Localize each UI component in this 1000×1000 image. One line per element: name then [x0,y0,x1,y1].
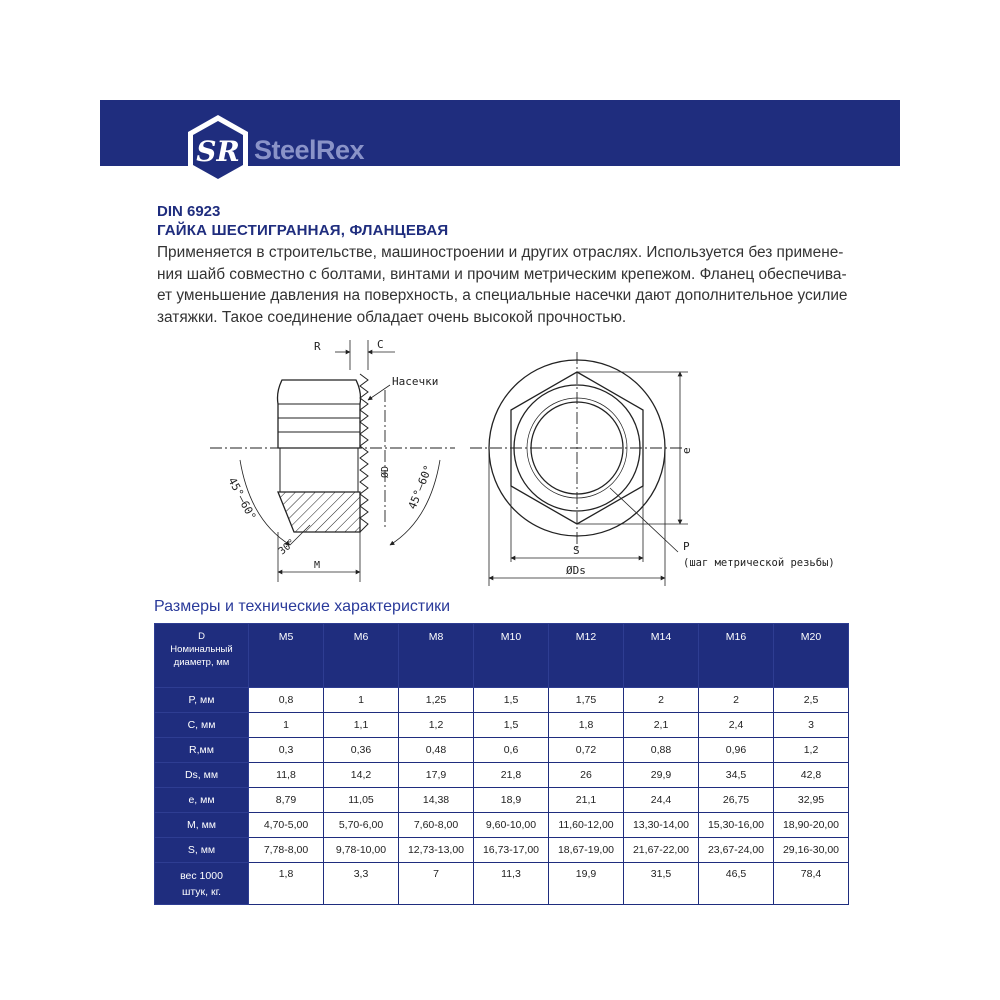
table-cell: 0,8 [249,688,324,713]
label-m: M [314,560,321,571]
size-header: M20 [774,624,849,688]
size-header: M10 [474,624,549,688]
table-row [155,813,849,838]
table-row [155,713,849,738]
table-row [155,738,849,763]
table-cell: 7,60-8,00 [399,813,474,838]
table-cell: 14,2 [324,763,399,788]
table-cell: 9,60-10,00 [474,813,549,838]
table-cell: 0,6 [474,738,549,763]
table-cell: 2 [624,688,699,713]
table-cell: 1,1 [324,713,399,738]
table-cell: 26,75 [699,788,774,813]
row-label: C, мм [155,713,249,738]
table-cell: 0,88 [624,738,699,763]
title-block [157,202,857,328]
label-e: e [680,447,693,454]
table-cell: 32,95 [774,788,849,813]
label-angle-right: 45°–60° [405,463,436,512]
table-cell: 7 [399,863,474,905]
table-body [155,688,849,905]
product-description [157,242,857,328]
description-line: Применяется в строительстве, машиностроении и других отраслях. Используется без примене- [157,244,844,261]
table-cell: 29,16-30,00 [774,838,849,863]
size-header: M12 [549,624,624,688]
table-cell: 1 [249,713,324,738]
table-cell: 0,72 [549,738,624,763]
corner-line: диаметр, мм [173,657,230,668]
description-line: затяжки. Такое соединение обладает очень высокой прочностью. [157,308,627,326]
label-p-note: (шаг метрической резьбы) [683,557,835,569]
row-label: S, мм [155,838,249,863]
table-row [155,838,849,863]
row-label: M, мм [155,813,249,838]
table-cell: 11,60-12,00 [549,813,624,838]
label-ds: ØDs [566,564,586,577]
description-line: ния шайб совместно с болтами, винтами и прочим метрическим крепежом. Фланец обеспечива- [157,265,847,283]
table-cell: 1,2 [399,713,474,738]
table-cell: 1,75 [549,688,624,713]
table-cell: 1,2 [774,738,849,763]
table-cell: 11,05 [324,788,399,813]
table-cell: 13,30-14,00 [624,813,699,838]
row-label: Ds, мм [155,763,249,788]
table-cell: 1,5 [474,688,549,713]
label-angle-left: 45°–60° [225,475,259,523]
brand-logo [186,115,486,187]
row-label-line: штук, кг. [181,885,222,898]
size-header: M5 [249,624,324,688]
label-30: 30° [276,537,298,558]
table-cell: 18,9 [474,788,549,813]
corner-line: D [198,631,205,642]
dimensions-table [154,623,849,905]
table-cell: 2,5 [774,688,849,713]
hex-body [278,380,361,448]
table-cell: 0,96 [699,738,774,763]
description-line: ет уменьшение давления на поверхность, а специальные насечки дают дополнительное усилие [157,287,848,304]
size-header: M14 [624,624,699,688]
table-cell: 1,5 [474,713,549,738]
table-row [155,788,849,813]
table-cell: 0,48 [399,738,474,763]
table-header-row [155,624,849,688]
table-cell: 8,79 [249,788,324,813]
row-label-line: вес 1000 [180,869,223,882]
table-cell: 2 [699,688,774,713]
table-cell: 15,30-16,00 [699,813,774,838]
table-cell: 78,4 [774,863,849,905]
table-cell: 31,5 [624,863,699,905]
table-cell: 7,78-8,00 [249,838,324,863]
table-cell: 34,5 [699,763,774,788]
flange-section [278,492,360,532]
table-cell: 46,5 [699,863,774,905]
table-title: Размеры и технические характеристики [154,598,451,615]
table-cell: 1,25 [399,688,474,713]
table-row [155,688,849,713]
logo-wordmark: SteelRex [254,135,365,165]
table-cell: 1,8 [549,713,624,738]
table-cell: 29,9 [624,763,699,788]
table-cell: 4,70-5,00 [249,813,324,838]
table-cell: 19,9 [549,863,624,905]
row-label: R,мм [155,738,249,763]
label-r: R [314,340,321,353]
table-cell: 2,4 [699,713,774,738]
table-cell: 21,1 [549,788,624,813]
technical-drawing [190,330,850,590]
table-cell: 11,3 [474,863,549,905]
table-cell: 23,67-24,00 [699,838,774,863]
label-serrations: Насечки [392,375,439,388]
table-cell: 0,3 [249,738,324,763]
corner-cell [155,624,249,688]
serrations [360,374,368,532]
table-cell: 11,8 [249,763,324,788]
table-cell: 1 [324,688,399,713]
table-cell: 16,73-17,00 [474,838,549,863]
table-row-weight [155,863,849,905]
logo-monogram: SR [196,135,240,168]
table-cell: 12,73-13,00 [399,838,474,863]
size-header: M16 [699,624,774,688]
table-cell: 9,78-10,00 [324,838,399,863]
label-d: ØD [380,465,391,478]
table-cell: 14,38 [399,788,474,813]
table-cell: 3 [774,713,849,738]
label-s: S [573,544,580,557]
table-cell: 18,90-20,00 [774,813,849,838]
table-cell: 0,36 [324,738,399,763]
size-header: M8 [399,624,474,688]
table-cell: 18,67-19,00 [549,838,624,863]
table-cell: 26 [549,763,624,788]
standard-code: DIN 6923 [157,203,221,220]
table-cell: 24,4 [624,788,699,813]
table-row [155,763,849,788]
product-title: ГАЙКА ШЕСТИГРАННАЯ, ФЛАНЦЕВАЯ [157,222,449,239]
table-cell: 3,3 [324,863,399,905]
table-cell: 21,8 [474,763,549,788]
row-label: e, мм [155,788,249,813]
table-cell: 42,8 [774,763,849,788]
row-label [155,863,249,905]
label-c: C [377,338,384,351]
row-label: P, мм [155,688,249,713]
table-cell: 1,8 [249,863,324,905]
table-cell: 17,9 [399,763,474,788]
corner-line: Номинальный [170,644,233,655]
table-cell: 5,70-6,00 [324,813,399,838]
size-header: M6 [324,624,399,688]
table-cell: 2,1 [624,713,699,738]
table-cell: 21,67-22,00 [624,838,699,863]
label-p: P [683,540,690,553]
